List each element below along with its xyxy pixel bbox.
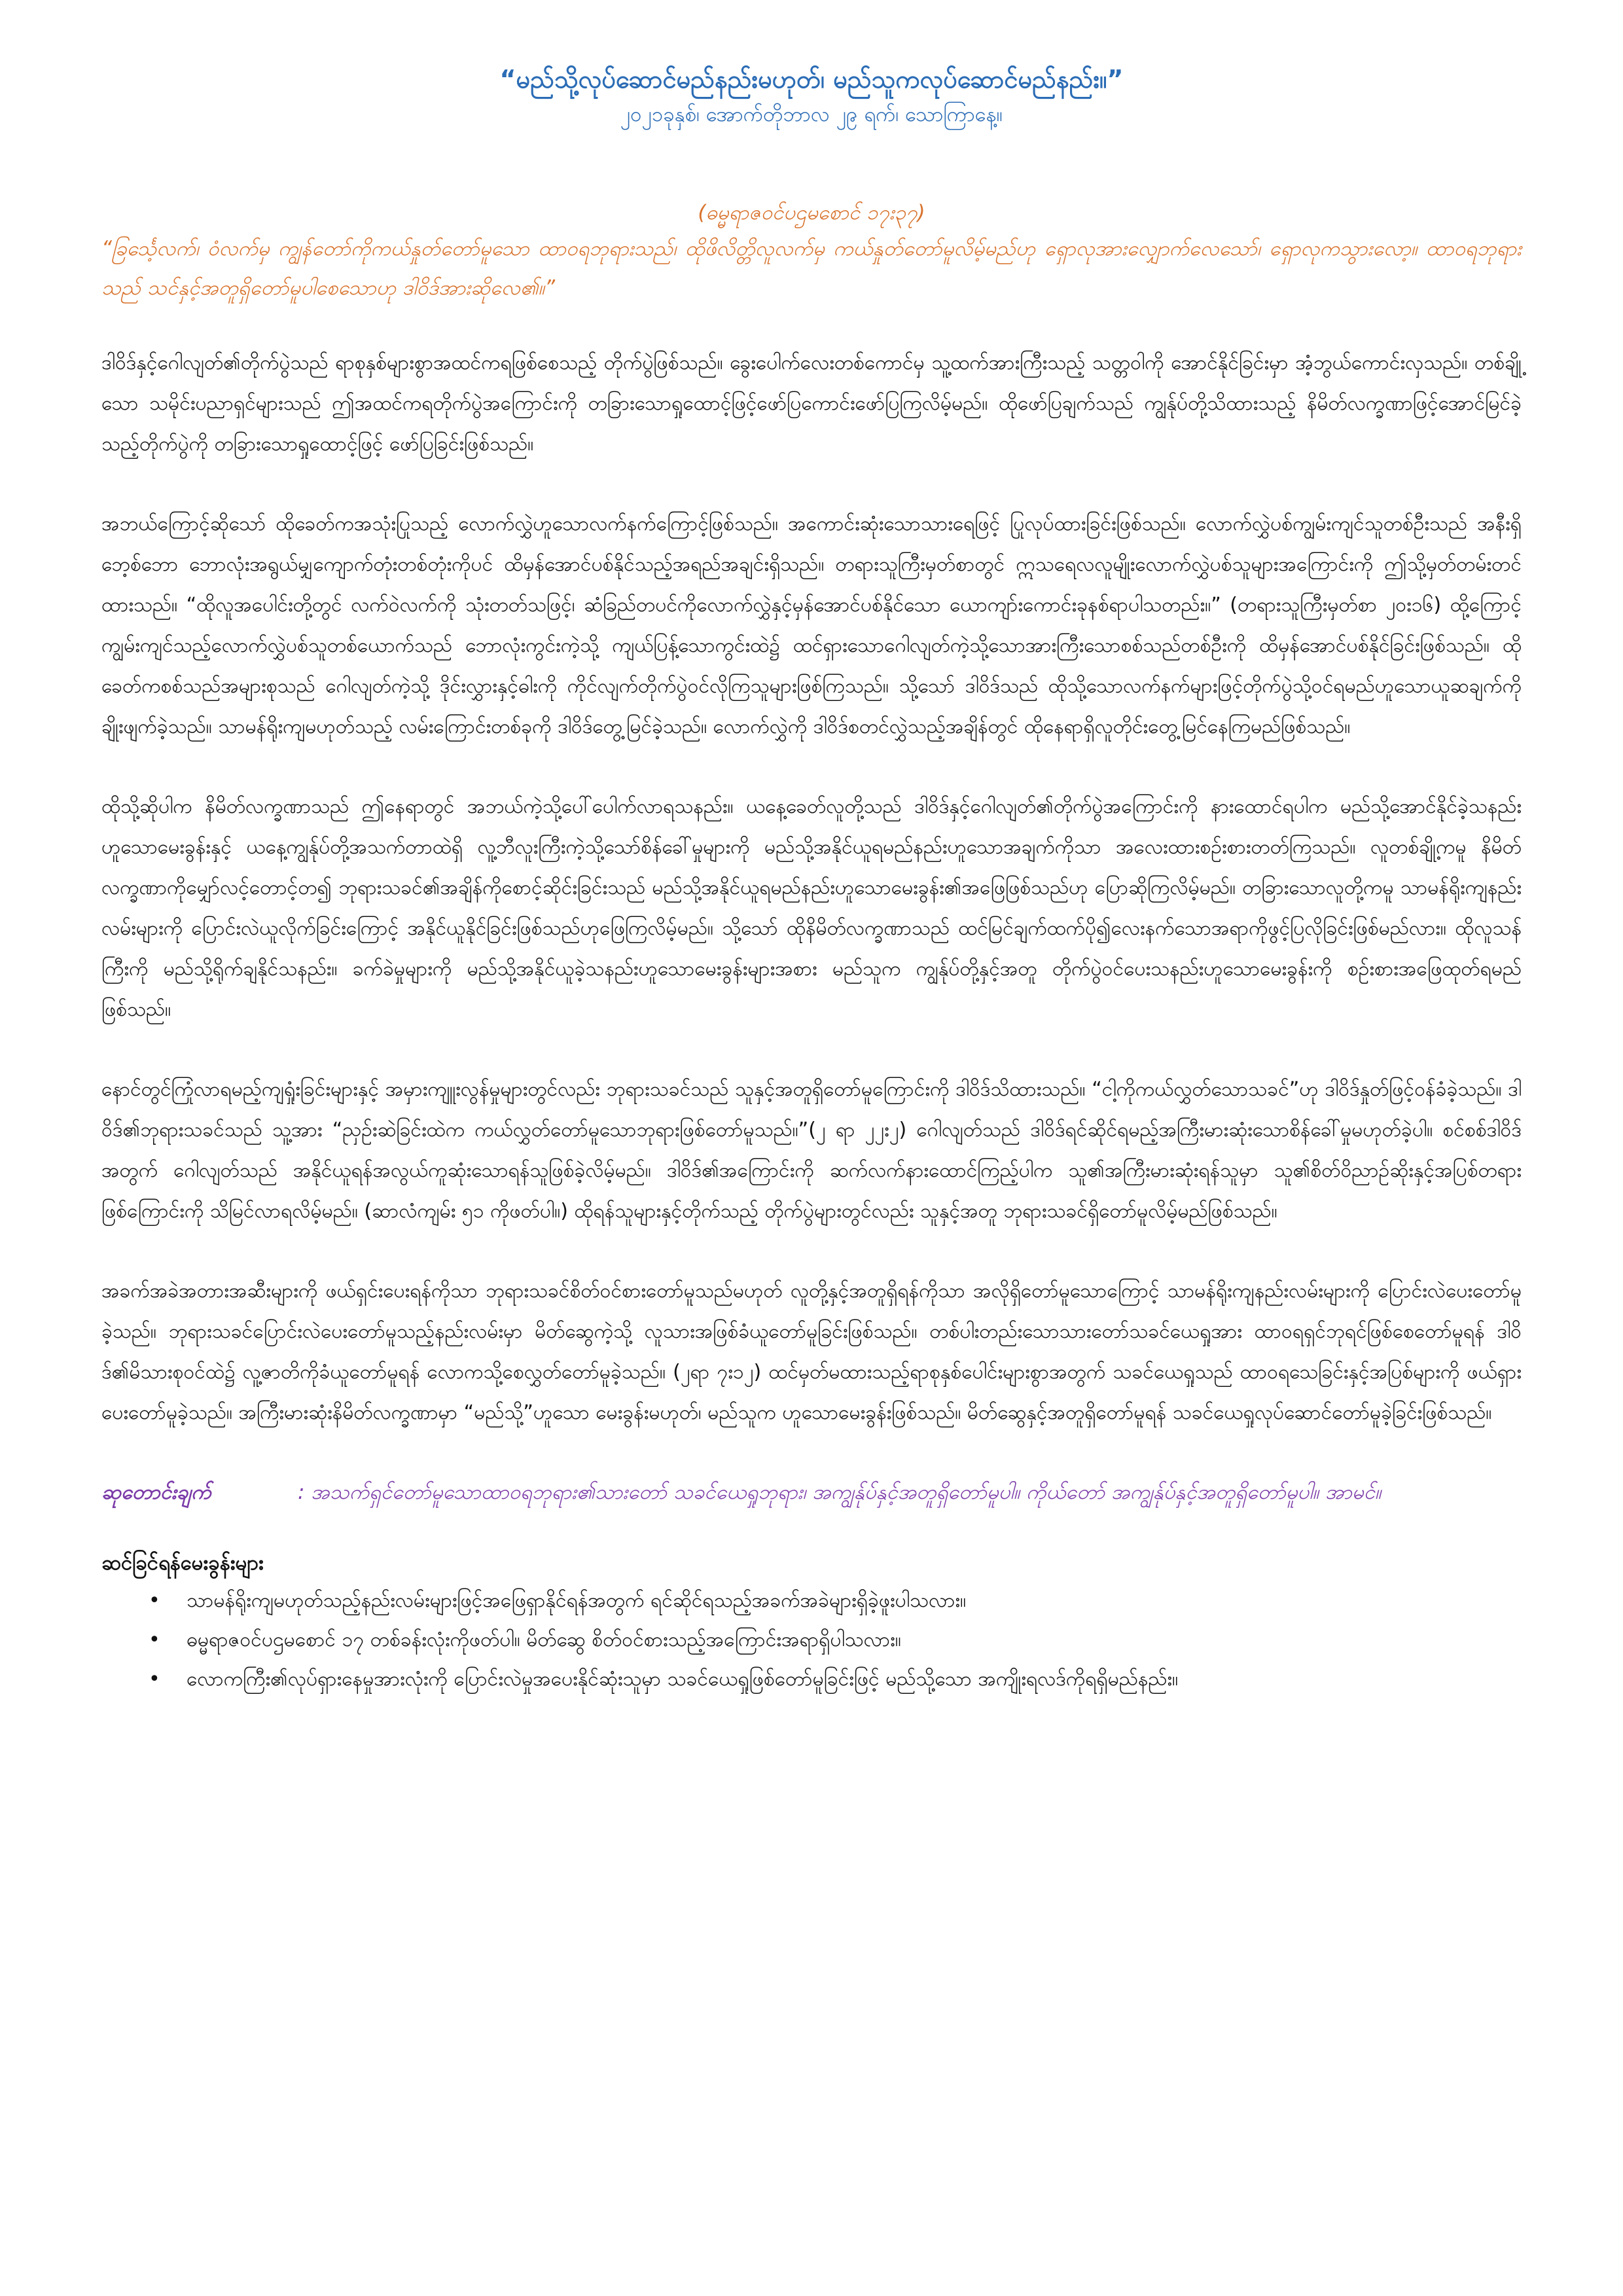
questions-heading: ဆင်ခြင်ရန်မေးခွန်းများ bbox=[101, 1551, 264, 1575]
bullet-icon: • bbox=[149, 1628, 160, 1651]
prayer-text: : အသက်ရှင်တော်မူသောထာဝရဘုရား၏သားတော် သခင်ယေရှုဘုရား၊ အကျွန်ုပ်နှင့်အတူရှိတော်မူပါ။ ကိုယ်တော် အကျွန်ုပ်နှင့်အတူရှိတော်မူပါ။ အာမင်။ bbox=[298, 1480, 1382, 1504]
body-paragraph-3: ထိုသို့ဆိုပါက နိမိတ်လက္ခဏာသည် ဤနေရာတွင် အဘယ်ကဲ့သို့ပေါ်ပေါက်လာရသနည်း။ ယနေ့ခေတ်လူတို့သည် ဒါဝိဒ်နှင့်ဂေါလျတ်၏တိုက်ပွဲအကြောင်းကို နားထောင်ရပါက မည်သို့အောင်နိုင်ခဲ့သနည်းဟူသောမေးခွန်းနှင့် ယနေ့ကျွန်ုပ်တို့အသက်တာထဲရှိ လူ့ဘီလူးကြီးကဲ့သို့သော်စိန်ခေါ်မှုများကို မည်သို့အနိုင်ယူရမည်နည်းဟူသောအချက်ကိုသာ အလေးထားစဉ်းစားတတ်ကြသည်။ လူတစ်ချို့ကမူ နိမိတ်လက္ခဏာကိုမျှော်လင့်တောင့်တ၍ ဘုရားသခင်၏အချိန်ကိုစောင့်ဆိုင်းခြင်းသည် မည်သို့အနိုင်ယူရမည်နည်းဟူသောမေးခွန်း၏အဖြေဖြစ်သည်ဟု ပြောဆိုကြလိမ့်မည်။ တခြားသောလူတို့ကမူ သာမန်ရိုးကျနည်းလမ်းများကို ပြောင်းလဲယူလိုက်ခြင်းကြောင့် အနိုင်ယူနိုင်ခြင်းဖြစ်သည်ဟုဖြေကြလိမ့်မည်။ သို့သော် ထိုနိမိတ်လက္ခဏာသည် ထင်မြင်ချက်ထက်ပို၍လေးနက်သောအရာကိုဖွင့်ပြလိုခြင်းဖြစ်မည်လား။ ထိုလူသန်ကြီးကို မည်သို့ရိုက်ချနိုင်သနည်း။ ခက်ခဲမှုများကို မည်သို့အနိုင်ယူခဲ့သနည်းဟူသောမေးခွန်းများအစား မည်သူက ကျွန်ုပ်တို့နှင့်အတူ တိုက်ပွဲဝင်ပေးသနည်းဟူသောမေးခွန်းကို စဉ်းစားအဖြေထုတ်ရမည်ဖြစ်သည်။ bbox=[101, 795, 1522, 1021]
date-line: ၂၀၂၁ခုနှစ်၊ အောက်တိုဘာလ ၂၉ ရက်၊ သောကြာနေ့။ bbox=[620, 103, 1003, 126]
scripture-quote: “ခြင်္သေ့လက်၊ ဝံလက်မှ ကျွန်တော်ကိုကယ်နှုတ်တော်မူသော ထာဝရဘုရားသည်၊ ထိုဖိလိတ္တိလူလက်မှ ကယ်နှုတ်တော်မူလိမ့်မည်ဟု ရှောလုအားလျှောက်လေသော်၊ ရှောလုကသွားလော့။ ထာဝရဘုရားသည် သင်နှင့်အတူရှိတော်မူပါစေသောဟု ဒါဝိဒ်အားဆိုလေ၏။” bbox=[101, 237, 1522, 300]
bullet-icon: • bbox=[149, 1668, 160, 1691]
bullet-icon: • bbox=[149, 1589, 160, 1612]
question-item bbox=[149, 1581, 1522, 1621]
prayer-block bbox=[101, 1473, 1522, 1512]
question-text: သာမန်ရိုးကျမဟုတ်သည့်နည်းလမ်းများဖြင့်အဖြေရှာနိုင်ရန်အတွက် ရင်ဆိုင်ရသည့်အခက်အခဲများရှိခဲ့ဖူးပါသလား။ bbox=[187, 1589, 967, 1612]
question-item bbox=[149, 1660, 1522, 1699]
body-paragraph-4: နောင်တွင်ကြုံလာရမည့်ကျရှုံးခြင်းများနှင့် အမှားကျူးလွန်မှုများတွင်လည်း ဘုရားသခင်သည် သူနှင့်အတူရှိတော်မူကြောင်းကို ဒါဝိဒ်သိထားသည်။ “ငါ့ကိုကယ်လွှတ်သောသခင်”ဟု ဒါဝိဒ်နှုတ်ဖြင့်ဝန်ခံခဲ့သည်။ ဒါဝိဒ်၏ဘုရားသခင်သည် သူ့အား “ညှဥ်းဆဲခြင်းထဲက ကယ်လွှတ်တော်မူသောဘုရားဖြစ်တော်မူသည်။”(၂ ရာ ၂၂း၂) ဂေါလျတ်သည် ဒါဝိဒ်ရင်ဆိုင်ရမည့်အကြီးမားဆုံးသောစိန်ခေါ်မှုမဟုတ်ခဲ့ပါ။ စင်စစ်ဒါဝိဒ်အတွက် ဂေါလျတ်သည် အနိုင်ယူရန်အလွယ်ကူဆုံးသောရန်သူဖြစ်ခဲ့လိမ့်မည်။ ဒါဝိဒ်၏အကြောင်းကို ဆက်လက်နားထောင်ကြည့်ပါက သူ၏အကြီးမားဆုံးရန်သူမှာ သူ၏စိတ်ဝိညာဥ်ဆိုးနှင့်အပြစ်တရားဖြစ်ကြောင်းကို သိမြင်လာရလိမ့်မည်။ (ဆာလံကျမ်း ၅၁ ကိုဖတ်ပါ။) ထိုရန်သူများနှင့်တိုက်သည့် တိုက်ပွဲများတွင်လည်း သူနှင့်အတူ ဘုရားသခင်ရှိတော်မူလိမ့်မည်ဖြစ်သည်။ bbox=[101, 1078, 1522, 1223]
body-paragraph-1: ဒါဝိဒ်နှင့်ဂေါလျတ်၏တိုက်ပွဲသည် ရာစုနှစ်များစွာအထင်ကရဖြစ်စေသည့် တိုက်ပွဲဖြစ်သည်။ ခွေးပေါက်လေးတစ်ကောင်မှ သူ့ထက်အားကြီးသည့် သတ္တဝါကို အောင်နိုင်ခြင်းမှာ အံ့ဘွယ်ကောင်းလှသည်။ တစ်ချို့သော သမိုင်းပညာရှင်များသည် ဤအထင်ကရတိုက်ပွဲအကြောင်းကို တခြားသောရှုထောင့်ဖြင့်ဖော်ပြကောင်းဖော်ပြကြလိမ့်မည်။ ထိုဖော်ပြချက်သည် ကျွန်ုပ်တို့သိထားသည့် နိမိတ်လက္ခဏာဖြင့်အောင်မြင်ခဲ့သည့်တိုက်ပွဲကို တခြားသောရှုထောင့်ဖြင့် ဖော်ပြခြင်းဖြစ်သည်။ bbox=[101, 351, 1522, 456]
question-text: ဓမ္မရာဇဝင်ပဌမစောင် ၁၇ တစ်ခန်းလုံးကိုဖတ်ပါ။ မိတ်ဆွေ စိတ်ဝင်စားသည့်အကြောင်းအရာရှိပါသလား။ bbox=[187, 1628, 901, 1651]
question-text: လောကကြီး၏လုပ်ရှားနေမှုအားလုံးကို ပြောင်းလဲမှုအပေးနိုင်ဆုံးသူမှာ သခင်ယေရှုဖြစ်တော်မူခြင်းဖြင့် မည်သို့သော အကျိုးရလဒ်ကိုရရှိမည်နည်း။ bbox=[187, 1668, 1179, 1691]
question-item bbox=[149, 1621, 1522, 1660]
body-paragraph-2: အဘယ်ကြောင့်ဆိုသော် ထိုခေတ်ကအသုံးပြုသည့် လောက်လွှဲဟူသောလက်နက်ကြောင့်ဖြစ်သည်။ အကောင်းဆုံးသောသားရေဖြင့် ပြုလုပ်ထားခြင်းဖြစ်သည်။ လောက်လွှဲပစ်ကျွမ်းကျင်သူတစ်ဦးသည် အနီးရှိဘေ့စ်ဘော ဘောလုံးအရွယ်မျှကျောက်တုံးတစ်တုံးကိုပင် ထိမှန်အောင်ပစ်နိုင်သည့်အရည်အချင်းရှိသည်။ တရားသူကြီးမှတ်စာတွင် ဣသရေလလူမျိုးလောက်လွှဲပစ်သူများအကြောင်းကို ဤသို့မှတ်တမ်းတင်ထားသည်။ “ထိုလူအပေါင်းတို့တွင် လက်ဝဲလက်ကို သုံးတတ်သဖြင့်၊ ဆံခြည်တပင်ကိုလောက်လွှဲနှင့်မှန်အောင်ပစ်နိုင်သော ယောကျာ်းကောင်းခုနစ်ရာပါသတည်း။” (တရားသူကြီးမှတ်စာ ၂၀း၁၆) ထို့ကြောင့် ကျွမ်းကျင်သည့်လောက်လွှဲပစ်သူတစ်ယောက်သည် ဘောလုံးကွင်းကဲ့သို့ ကျယ်ပြန့်သောကွင်းထဲ၌ ထင်ရှားသောဂေါလျတ်ကဲ့သို့သောအားကြီးသောစစ်သည်တစ်ဦးကို ထိမှန်အောင်ပစ်နိုင်ခြင်းဖြစ်သည်။ ထိုခေတ်ကစစ်သည်အများစုသည် ဂေါလျတ်ကဲ့သို့ ဒိုင်းလွှားနှင့်ဓါးကို ကိုင်လျက်တိုက်ပွဲဝင်လိုကြသူများဖြစ်ကြသည်။ သို့သော် ဒါဝိဒ်သည် ထိုသို့သောလက်နက်များဖြင့်တိုက်ပွဲသို့ဝင်ရမည်ဟူသောယူဆချက်ကို ချိုးဖျက်ခဲ့သည်။ သာမန်ရိုးကျမဟုတ်သည့် လမ်းကြောင်းတစ်ခုကို ဒါဝိဒ်တွေ့မြင်ခဲ့သည်။ လောက်လွှဲကို ဒါဝိဒ်စတင်လွှဲသည့်အချိန်တွင် ထိုနေရာရှိလူတိုင်းတွေ့မြင်နေကြမည်ဖြစ်သည်။ bbox=[101, 512, 1522, 738]
page-title: “မည်သို့လုပ်ဆောင်မည်နည်းမဟုတ်၊ မည်သူကလုပ်ဆောင်မည်နည်း။” bbox=[499, 65, 1124, 94]
questions-list bbox=[101, 1581, 1522, 1699]
body-paragraph-5: အခက်အခဲအတားအဆီးများကို ဖယ်ရှင်းပေးရန်ကိုသာ ဘုရားသခင်စိတ်ဝင်စားတော်မူသည်မဟုတ် လူတို့နှင့်အတူရှိရန်ကိုသာ အလိုရှိတော်မူသောကြောင့် သာမန်ရိုးကျနည်းလမ်းများကို ပြောင်းလဲပေးတော်မူခဲ့သည်။ ဘုရားသခင်ပြောင်းလဲပေးတော်မူသည့်နည်းလမ်းမှာ မိတ်ဆွေကဲ့သို့ လူသားအဖြစ်ခံယူတော်မူခြင်းဖြစ်သည်။ တစ်ပါးတည်းသောသားတော်သခင်ယေရှုအား ထာဝရရှင်ဘုရင်ဖြစ်စေတော်မူရန် ဒါဝိဒ်၏မိသားစုဝင်ထဲ၌ လူ့ဇာတိကိုခံယူတော်မူရန် လောကသို့စေလွှတ်တော်မူခဲ့သည်။ (၂ရာ ၇း၁၂) ထင်မှတ်မထားသည့်ရာစုနှစ်ပေါင်းများစွာအတွက် သခင်ယေရှုသည် ထာဝရသေခြင်းနှင့်အပြစ်များကို ဖယ်ရှားပေးတော်မူခဲ့သည်။ အကြီးမားဆုံးနိမိတ်လက္ခဏာမှာ “မည်သို့”ဟူသော မေးခွန်းမဟုတ်၊ မည်သူက ဟူသောမေးခွန်းဖြစ်သည်။ မိတ်ဆွေနှင့်အတူရှိတော်မူရန် သခင်ယေရှုလုပ်ဆောင်တော်မူခဲ့ခြင်းဖြစ်သည်။ bbox=[101, 1280, 1522, 1424]
scripture-reference: (ဓမ္မရာဇဝင်ပဌမစောင် ၁၇း၃၇) bbox=[698, 201, 925, 224]
prayer-label: ဆုတောင်းချက် bbox=[101, 1480, 211, 1504]
